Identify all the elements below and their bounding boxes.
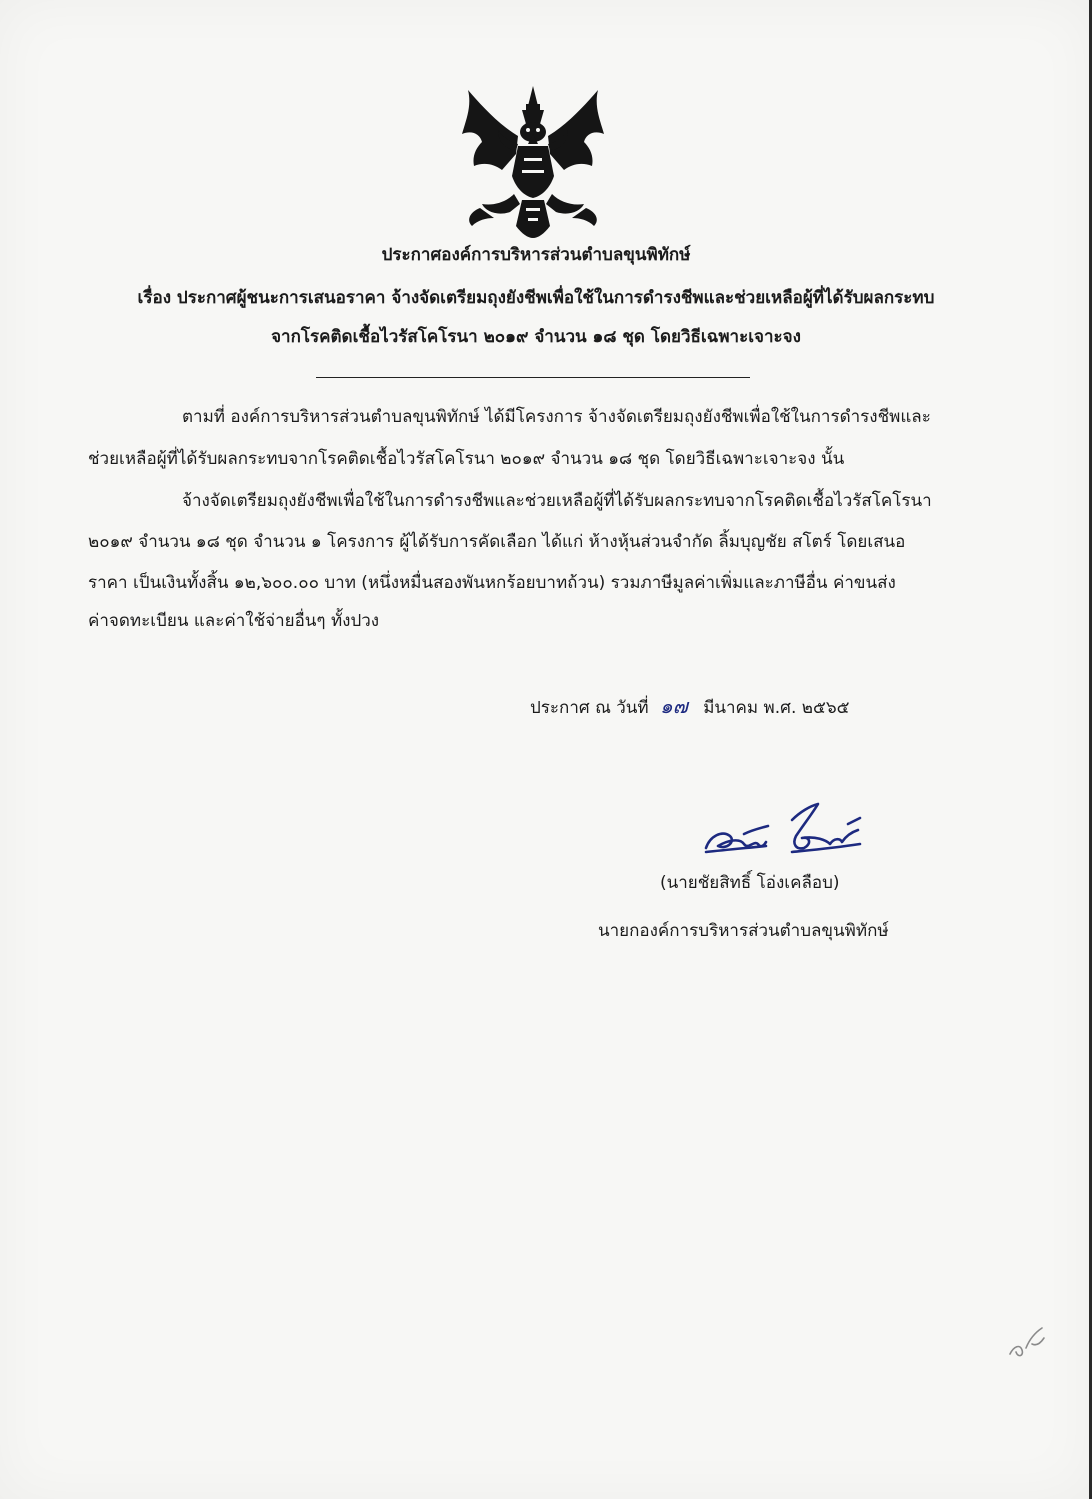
paragraph-2-line-3: ราคา เป็นเงินทั้งสิ้น ๑๒,๖๐๐.๐๐ บาท (หนึ่งหมื่นสองพันหกร้อยบาทถ้วน) รวมภาษีมูลค่าเพิ่มและภาษีอื่น ค่าขนส่ง <box>88 573 896 593</box>
paragraph-2-line-4: ค่าจดทะเบียน และค่าใช้จ่ายอื่นๆ ทั้งปวง <box>88 611 380 631</box>
subject-line-2: จากโรคติดเชื้อไวรัสโคโรนา ๒๐๑๙ จำนวน ๑๘ ชุด โดยวิธีเฉพาะเจาะจง <box>271 327 801 347</box>
paragraph-1-line-2: ช่วยเหลือผู้ที่ได้รับผลกระทบจากโรคติดเชื้อไวรัสโคโรนา ๒๐๑๙ จำนวน ๑๘ ชุด โดยวิธีเฉพาะเจาะจง นั้น <box>88 449 845 469</box>
paragraph-1-line-1: ตามที่ องค์การบริหารส่วนตำบลขุนพิทักษ์ ได้มีโครงการ จ้างจัดเตรียมถุงยังชีพเพื่อใช้ในการดำรงชีพและ <box>182 407 931 427</box>
date-day: ๑๗ <box>660 694 688 718</box>
date-month-year: มีนาคม พ.ศ. ๒๕๖๕ <box>703 698 850 718</box>
signatory-position: นายกองค์การบริหารส่วนตำบลขุนพิทักษ์ <box>598 921 889 941</box>
pencil-mark-icon <box>1004 1318 1050 1362</box>
signatory-name: (นายชัยสิทธิ์ โอ่งเคลือบ) <box>660 873 840 893</box>
date-prefix: ประกาศ ณ วันที่ <box>530 698 649 718</box>
subject-line-1: เรื่อง ประกาศผู้ชนะการเสนอราคา จ้างจัดเตรียมถุงยังชีพเพื่อใช้ในการดำรงชีพและช่วยเหลือผู้ที่ได้รับผลกระทบ <box>137 288 935 308</box>
garuda-emblem-icon <box>458 84 608 242</box>
announcement-date <box>530 695 849 719</box>
signature-mark <box>700 800 870 860</box>
paragraph-2-line-2: ๒๐๑๙ จำนวน ๑๘ ชุด จำนวน ๑ โครงการ ผู้ได้รับการคัดเลือก ได้แก่ ห้างหุ้นส่วนจำกัด ลิ้มบุญชัย สโตร์ โดยเสนอ <box>88 532 906 552</box>
title-divider <box>316 377 750 378</box>
paragraph-2-line-1: จ้างจัดเตรียมถุงยังชีพเพื่อใช้ในการดำรงชีพและช่วยเหลือผู้ที่ได้รับผลกระทบจากโรคติดเชื้อไวรัสโคโรนา <box>182 491 932 511</box>
org-title: ประกาศองค์การบริหารส่วนตำบลขุนพิทักษ์ <box>381 245 691 265</box>
